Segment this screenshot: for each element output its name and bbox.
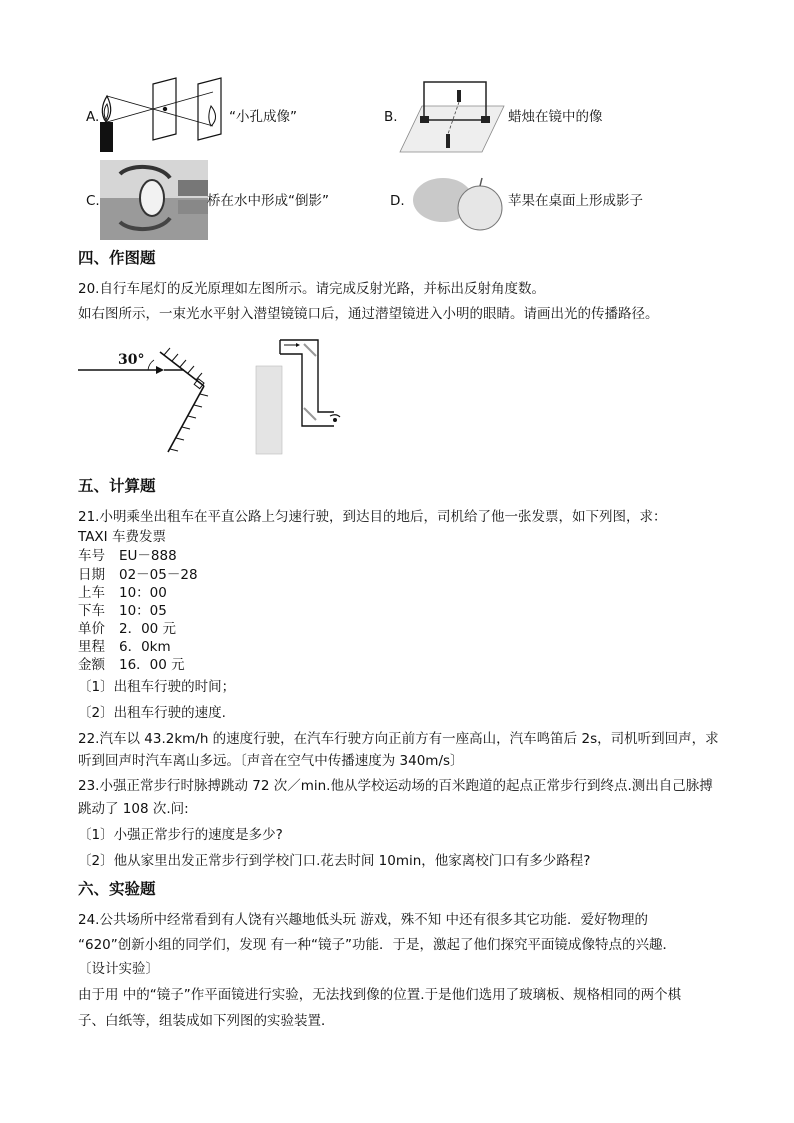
receipt-label: 单价 bbox=[78, 621, 105, 637]
bridge-reflection-photo bbox=[100, 160, 208, 240]
question-24-line1: 24.公共场所中经常看到有人饶有兴趣地低头玩 游戏，殊不知 中还有很多其它功能．爱好物理的 bbox=[78, 912, 649, 928]
section-title-experiment: 六、实验题 bbox=[78, 880, 156, 898]
question-23-line2: 跳动了 108 次.问: bbox=[78, 801, 189, 817]
option-d-caption: 苹果在桌面上形成影子 bbox=[508, 193, 643, 209]
receipt-value: 10：00 bbox=[119, 585, 167, 601]
receipt-row bbox=[78, 602, 167, 621]
question-21-sub2: 〔2〕出租车行驶的速度. bbox=[78, 705, 226, 721]
periscope-diagram bbox=[254, 336, 354, 456]
option-b-letter: B. bbox=[384, 109, 398, 125]
option-d-letter: D. bbox=[390, 193, 405, 209]
question-20-line1: 20.自行车尾灯的反光原理如左图所示。请完成反射光路，并标出反射角度数。 bbox=[78, 281, 545, 297]
receipt-label: 金额 bbox=[78, 657, 105, 673]
angle-label-30: 30° bbox=[118, 352, 145, 368]
receipt-value: 2．00 元 bbox=[119, 621, 177, 637]
receipt-row bbox=[78, 656, 185, 675]
receipt-row bbox=[78, 566, 198, 585]
receipt-row bbox=[78, 638, 171, 657]
question-24-line2: “620”创新小组的同学们，发现 有一种“镜子”功能．于是，激起了他们探究平面镜成像特点的兴趣． bbox=[78, 937, 677, 953]
receipt-label: 里程 bbox=[78, 639, 105, 655]
question-23-sub2: 〔2〕他从家里出发正常步行到学校门口.花去时间 10min，他家离校门口有多少路程? bbox=[78, 853, 591, 869]
option-c-letter: C. bbox=[86, 193, 100, 209]
option-c-caption: 桥在水中形成“倒影” bbox=[207, 193, 329, 209]
question-21-sub1: 〔1〕出租车行驶的时间； bbox=[78, 679, 236, 695]
question-21-intro: 21.小明乘坐出租车在平直公路上匀速行驶，到达目的地后，司机给了他一张发票，如下列图，求： bbox=[78, 509, 667, 525]
question-23-sub1: 〔1〕小强正常步行的速度是多少? bbox=[78, 827, 283, 843]
receipt-value: 6．0km bbox=[119, 639, 171, 655]
option-a-letter: A. bbox=[86, 109, 100, 125]
question-24-line4: 子、白纸等，组装成如下列图的实验装置． bbox=[78, 1013, 335, 1029]
section-title-drawing: 四、作图题 bbox=[78, 249, 156, 267]
design-experiment-heading: 〔设计实验〕 bbox=[78, 961, 159, 977]
receipt-value: 16．00 元 bbox=[119, 657, 185, 673]
receipt-label: 上车 bbox=[78, 585, 105, 601]
bike-reflector-diagram bbox=[76, 346, 216, 458]
receipt-label: 下车 bbox=[78, 603, 105, 619]
question-22-line2: 听到回声时汽车离山多远。〔声音在空气中传播速度为 340m/s〕 bbox=[78, 753, 464, 769]
option-b-caption: 蜡烛在镜中的像 bbox=[508, 109, 603, 125]
question-22-line1: 22.汽车以 43.2km/h 的速度行驶，在汽车行驶方向正前方有一座高山，汽车鸣笛后 2s，司机听到回声，求 bbox=[78, 731, 719, 747]
question-24-line3: 由于用 中的“镜子”作平面镜进行实验，无法找到像的位置.于是他们选用了玻璃板、规格相同的两个棋 bbox=[78, 987, 682, 1003]
option-a-caption: “小孔成像” bbox=[229, 109, 297, 125]
section-title-calculation: 五、计算题 bbox=[78, 477, 156, 495]
receipt-row bbox=[78, 584, 167, 603]
question-23-line1: 23.小强正常步行时脉搏跳动 72 次／min.他从学校运动场的百米跑道的起点正常步行到终点.测出自己脉搏 bbox=[78, 778, 713, 794]
receipt-value: 10：05 bbox=[119, 603, 167, 619]
receipt-label: 日期 bbox=[78, 567, 105, 583]
receipt-value: 02－05－28 bbox=[119, 567, 198, 583]
receipt-value: EU－888 bbox=[119, 548, 177, 564]
receipt-row bbox=[78, 547, 177, 566]
receipt-row bbox=[78, 620, 176, 639]
question-20-line2: 如右图所示，一束光水平射入潜望镜镜口后，通过潜望镜进入小明的眼睛。请画出光的传播路径。 bbox=[78, 306, 659, 322]
candle-mirror-diagram bbox=[400, 78, 506, 154]
receipt-title: TAXI 车费发票 bbox=[78, 529, 166, 545]
receipt-label: 车号 bbox=[78, 548, 105, 564]
pinhole-camera-diagram bbox=[98, 76, 228, 156]
apple-shadow-photo bbox=[408, 164, 508, 240]
